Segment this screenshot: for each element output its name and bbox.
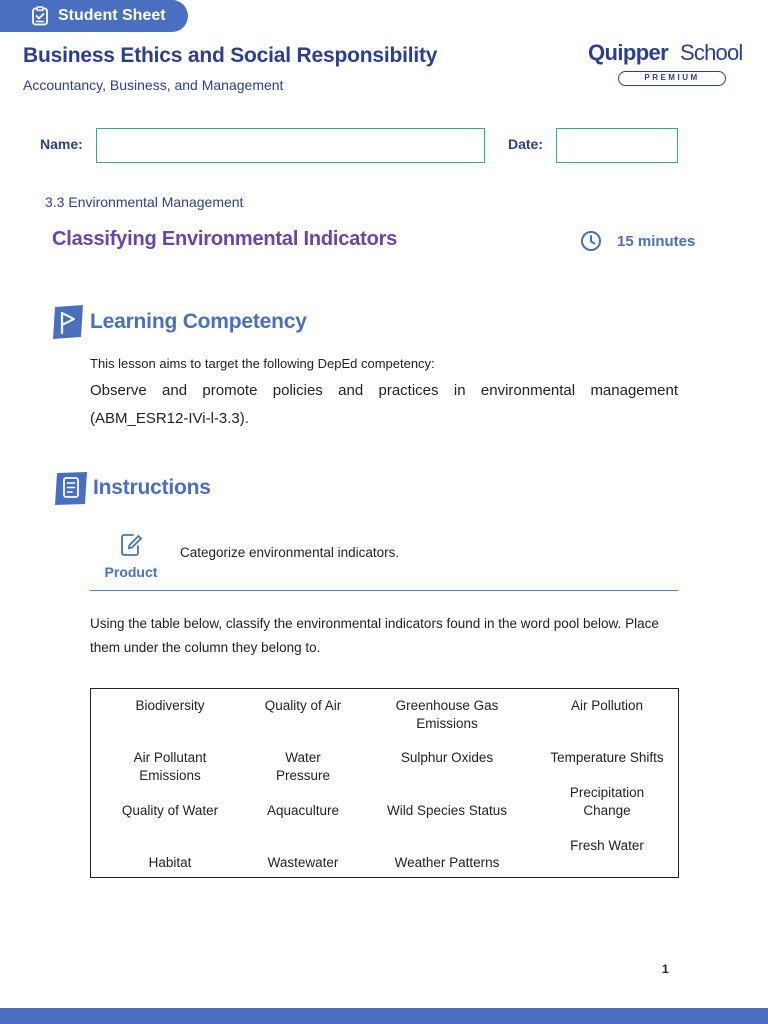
clipboard-check-icon bbox=[30, 6, 50, 26]
duration bbox=[580, 230, 695, 252]
flag-icon bbox=[50, 304, 86, 340]
page-number: 1 bbox=[662, 962, 669, 976]
word-pool-item: Quality of Air bbox=[264, 698, 342, 713]
product-label: Product bbox=[104, 564, 158, 580]
competency-intro: This lesson aims to target the following DepEd competency: bbox=[90, 356, 435, 371]
word-pool-item: Air Pollution bbox=[570, 698, 644, 713]
clock-icon bbox=[580, 230, 602, 252]
subject-subtitle: Accountancy, Business, and Management bbox=[23, 77, 284, 93]
student-sheet-tag bbox=[0, 0, 188, 32]
premium-badge: PREMIUM bbox=[618, 71, 726, 86]
word-pool-item: Habitat bbox=[148, 855, 192, 870]
date-label: Date: bbox=[508, 136, 544, 152]
word-pool-item: Water Pressure bbox=[275, 750, 331, 783]
word-pool-item: Wastewater bbox=[267, 855, 339, 870]
word-pool-item: Wild Species Status bbox=[386, 803, 508, 818]
word-pool-item: Quality of Water bbox=[121, 803, 219, 818]
name-field[interactable] bbox=[96, 128, 485, 163]
tag-label: Student Sheet bbox=[58, 7, 166, 24]
word-pool-item: Temperature Shifts bbox=[550, 750, 664, 765]
product-description: Categorize environmental indicators. bbox=[180, 545, 400, 560]
divider bbox=[90, 590, 678, 591]
word-pool-item: Precipitation Change bbox=[569, 785, 645, 818]
document-list-icon bbox=[53, 470, 89, 506]
task-directions: Using the table below, classify the environmental indicators found in the word pool below. Place them under the column they belong to. bbox=[90, 616, 659, 655]
competency-text: Observe and promote policies and practices in environmental management (ABM_ESR12-IVi-l-3.3). bbox=[90, 382, 678, 427]
word-pool-item: Sulphur Oxides bbox=[400, 750, 494, 765]
lesson-title: Classifying Environmental Indicators bbox=[52, 228, 398, 250]
word-pool-box bbox=[90, 688, 679, 878]
learning-competency-heading: Learning Competency bbox=[50, 304, 307, 340]
word-pool-item: Biodiversity bbox=[135, 698, 205, 713]
quipper-school-logo: Quipper School PREMIUM bbox=[588, 40, 728, 88]
word-pool-item: Air Pollutant Emissions bbox=[133, 750, 207, 783]
word-pool-item: Greenhouse Gas Emissions bbox=[395, 698, 499, 731]
edit-document-icon bbox=[118, 532, 144, 558]
instructions-heading: Instructions bbox=[53, 470, 211, 506]
footer-bar bbox=[0, 1008, 768, 1024]
name-label: Name: bbox=[40, 136, 83, 152]
word-pool-item: Fresh Water bbox=[570, 838, 644, 853]
product-marker bbox=[100, 532, 162, 580]
section-number: 3.3 Environmental Management bbox=[45, 194, 244, 210]
word-pool-item: Weather Patterns bbox=[394, 855, 500, 870]
document-title: Business Ethics and Social Responsibility bbox=[23, 44, 438, 67]
duration-text: 15 minutes bbox=[617, 232, 696, 250]
word-pool-item: Aquaculture bbox=[266, 803, 340, 818]
date-field[interactable] bbox=[556, 128, 678, 163]
